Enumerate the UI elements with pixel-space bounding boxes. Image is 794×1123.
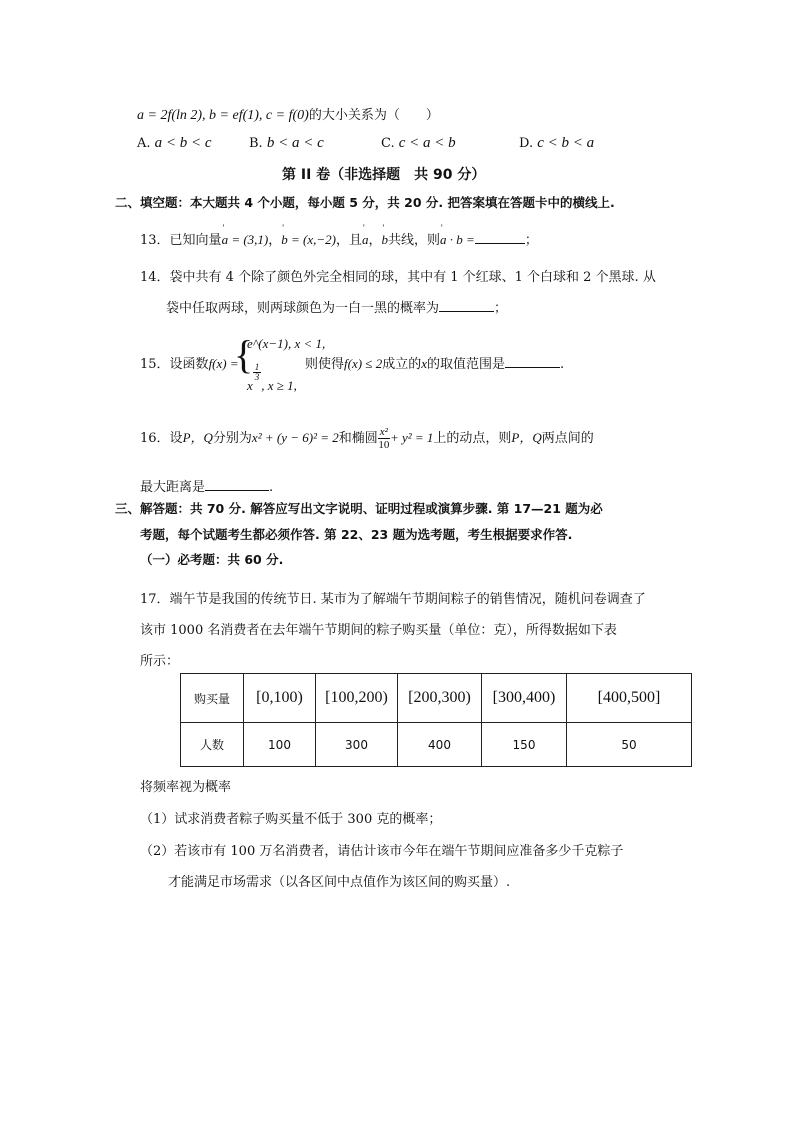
q15-case-2 [247, 363, 297, 394]
q15-fx: f(x) = [208, 356, 239, 371]
q17-number: 17． [140, 592, 170, 607]
q14-end: ； [494, 301, 508, 316]
q15-brace: { [234, 332, 254, 377]
section3-heading-line-1: 三、解答题：共 70 分. 解答应写出文字说明、证明过程或演算步骤. 第 17—21 题为必 [115, 501, 603, 516]
q14-number: 14． [140, 270, 170, 285]
q14-answer-blank[interactable] [439, 299, 494, 312]
q17-line-1 [140, 588, 646, 607]
table-header-count: 人数 [181, 723, 244, 767]
option-c-label: C. [381, 136, 395, 151]
section3-heading-line-2: 考题，每个试题考生都必须作答. 第 22、23 题为选考题，考生根据要求作答. [140, 527, 573, 542]
table-count: 300 [316, 723, 398, 767]
q17-line-2: 该市 1000 名消费者在去年端午节期间的粽子购买量（单位：克），所得数据如下表 [140, 623, 617, 638]
q14-text-2: 袋中任取两球，则两球颜色为一白一黑的概率为 [166, 301, 440, 316]
q13-vector-a-def: ' a = (3,1) [222, 232, 269, 248]
option-b-expr: b < a < c [266, 135, 324, 151]
table-row [181, 674, 692, 723]
q16-text-5: 两点间的 [541, 431, 594, 446]
q15-end: . [560, 357, 565, 372]
q16-text-6: 最大距离是 [140, 480, 206, 495]
q15-tail [305, 353, 564, 372]
q13-text-3: 共线，则 [388, 233, 441, 248]
table-count: 400 [398, 723, 482, 767]
part2-title: 第 II 卷（非选择题 共 90 分） [282, 167, 486, 183]
q15-text-4: 的取值范围是 [427, 357, 506, 372]
section2-heading: 二、填空题：本大题共 4 个小题，每小题 5 分，共 20 分. 把答案填在答题卡中的横线上. [115, 195, 615, 210]
q16-answer-blank[interactable] [205, 478, 269, 491]
q13-vector-b: ' b [382, 232, 389, 248]
q16-end: . [269, 480, 274, 495]
q15-case-2-tail: , x ≥ 1, [261, 378, 297, 393]
q15-text-2: 则使得 [305, 357, 345, 372]
q17-note: 将频率视为概率 [140, 780, 232, 795]
q15-case-1: e^(x−1), x < 1, [247, 336, 326, 351]
q13 [140, 229, 538, 248]
option-b-label: B. [249, 136, 263, 151]
q15-case-2-exponent [253, 363, 262, 382]
q16-frac-num: x² [379, 426, 388, 438]
option-d-label: D. [519, 136, 534, 151]
q16-number: 16． [140, 431, 170, 446]
table-interval: [200,300) [398, 674, 482, 723]
option-b [249, 135, 381, 152]
q17-part-2-line-2: 才能满足市场需求（以各区间中点值作为该区间的购买量）. [168, 875, 511, 890]
prev-question-stem [137, 104, 439, 124]
q16-text-3: 和椭圆 [338, 431, 378, 446]
q16-ellipse-tail: + y² = 1 [389, 430, 434, 445]
q13-text-1: 已知向量 [169, 233, 222, 248]
q16-line-1 [140, 426, 594, 451]
q16-text-2: 分别为 [212, 431, 252, 446]
option-a [137, 135, 249, 152]
q15-lead [140, 353, 239, 372]
q16-ellipse-fraction [378, 426, 390, 451]
q13-vector-b-def: ' b = (x,−2) [281, 232, 336, 248]
q16-text-4: 上的动点，则 [433, 431, 512, 446]
q13-dot-product: ' a · b = [440, 232, 475, 248]
q13-comma-1: ， [268, 233, 282, 248]
prev-question-text: 的大小关系为（ ） [308, 108, 439, 123]
option-d-expr: c < b < a [537, 135, 595, 151]
q15-text-3: 成立的 [382, 357, 422, 372]
q15-number: 15． [140, 357, 170, 372]
table-count: 100 [244, 723, 316, 767]
q15-text-1: 设函数 [169, 357, 209, 372]
q14-text-1: 袋中共有 4 个除了颜色外完全相同的球，其中有 1 个红球、1 个白球和 2 个黑球. 从 [169, 270, 656, 285]
q15-answer-blank[interactable] [505, 355, 560, 368]
q16-circle-equation: x² + (y − 6)² = 2 [251, 430, 339, 445]
option-c-expr: c < a < b [398, 135, 456, 151]
purchase-table [180, 673, 692, 767]
table-interval: [400,500] [567, 674, 692, 723]
q17-line-3: 所示： [140, 654, 180, 669]
table-interval: [300,400) [482, 674, 567, 723]
option-d [519, 135, 594, 152]
table-header-purchase: 购买量 [181, 674, 244, 723]
q17-text-1: 端午节是我国的传统节日. 某市为了解端午节期间粽子的销售情况，随机问卷调查了 [169, 592, 646, 607]
q15-exp-den: 3 [254, 372, 260, 382]
table-count: 150 [482, 723, 567, 767]
option-c [381, 135, 519, 152]
option-a-label: A. [137, 136, 151, 151]
q15-exp-num: 1 [254, 362, 260, 372]
q15-x: x [421, 356, 427, 371]
option-a-expr: a < b < c [154, 135, 212, 151]
q13-end: ； [524, 233, 538, 248]
q14-line-2 [166, 297, 507, 316]
q17-part-2-line-1: （2）若该市有 100 万名消费者，请估计该市今年在端午节期间应准备多少千克粽子 [140, 844, 624, 859]
q16-frac-den: 10 [378, 439, 390, 451]
q16-pq: P，Q [182, 430, 213, 445]
q15-case-2-base: x [247, 378, 253, 393]
q13-comma-2: ， [368, 233, 382, 248]
q13-vector-a: ' a [362, 232, 369, 248]
q16-text-1: 设 [169, 431, 183, 446]
q16-line-2 [140, 476, 273, 495]
q16-pq-2: P，Q [511, 430, 542, 445]
table-row [181, 723, 692, 767]
prev-question-math: a = 2f(ln 2), b = ef(1), c = f(0) [137, 108, 309, 123]
prev-question-options [137, 135, 594, 152]
q15-inequality: f(x) ≤ 2 [344, 356, 383, 371]
q14-line-1 [140, 266, 656, 285]
table-count: 50 [567, 723, 692, 767]
q13-text-2: ，且 [336, 233, 363, 248]
table-interval: [0,100) [244, 674, 316, 723]
q13-answer-blank[interactable] [475, 231, 525, 244]
q13-number: 13． [140, 233, 170, 248]
q17-part-1: （1）试求消费者粽子购买量不低于 300 克的概率； [140, 812, 442, 827]
table-interval: [100,200) [316, 674, 398, 723]
section3-subheading: （一）必考题：共 60 分. [140, 552, 284, 567]
